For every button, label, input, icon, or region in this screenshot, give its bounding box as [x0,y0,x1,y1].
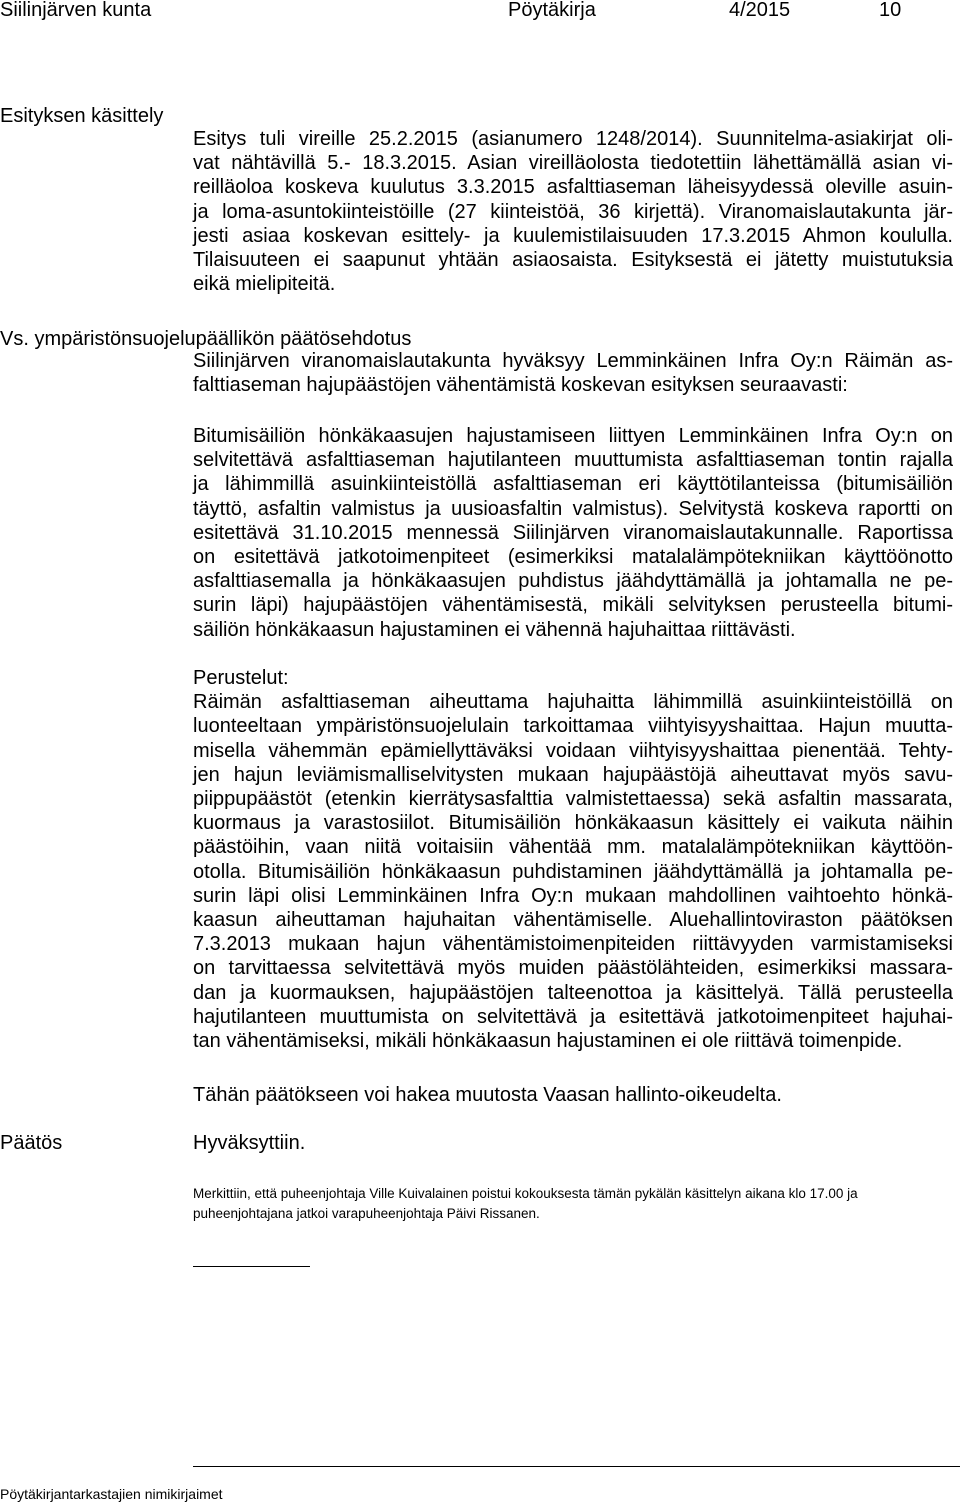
text-line: hajutilanteen muuttumista on selvitettävä ja esitettävä jatkotoimenpiteet hajuhai- [193,1005,953,1028]
text-line: Räimän asfalttiaseman aiheuttama hajuhaitta lähimmillä asuinkiinteistöillä on [193,691,953,714]
text-line: surin läpi) hajupäästöjen vähentämisestä, mikäli selvityksen perusteella bitumi- [193,594,953,617]
footer-divider [193,1466,960,1467]
text-line: jesti asiaa koskevan esittely- ja kuulemistilaisuuden 17.3.2015 Ahmon koululla. [193,224,953,247]
text-line: misella vähemmän epämiellyttäväksi voidaan viihtyisyyshaittaa pienentää. Tehty- [193,739,953,762]
appeal-instruction [193,1083,953,1107]
decision-note [193,1184,958,1224]
proposal-requirement [193,424,953,642]
grounds-label: Perustelut: [193,667,289,689]
organization-name: Siilinjärven kunta [0,0,152,21]
text-line: eikä mielipiteitä. [193,273,336,296]
text-line: 7.3.2013 mukaan hajun vähentämistoimenpiteiden riittävyyden varmistamiseksi [193,933,953,956]
meeting-number: 4/2015 [729,0,791,21]
decision-text [193,1131,953,1155]
text-line: Esitys tuli vireille 25.2.2015 (asianumero 1248/2014). Suunnitelma-asiakirjat oli- [193,128,953,150]
text-line: kuormaus ja varastosiilot. Bitumisäiliön hönkäkaasun käsittely ei vaikuta näihin [193,812,953,835]
text-line: surin läpi olisi Lemminkäinen Infra Oy:n mukaan mahdollinen vaihtoehto hönkä- [193,884,953,907]
text-line: kaasun aiheuttaman hajuhaitan vähentämiselle. Aluehallintoviraston päätöksen [193,909,953,932]
proposal-intro [193,349,953,397]
text-line: ja loma-asuntokiinteistöille (27 kiinteistöä, 36 kirjettä). Viranomaislautakunta jär- [193,200,953,223]
text-line: asfalttiasemalla ja hönkäkaasujen puhdistus jäähdyttämällä ja johtamalla ne pe- [193,570,953,593]
text-line: ja lähimmillä asuinkiinteistöllä asfalttiaseman eri käyttötilanteissa (bitumisäiliön [193,473,953,496]
text-line: säiliön hönkäkaasun hajustaminen ei vähennä hajuhaittaa riittävästi. [193,618,796,641]
text-line: otolla. Bitumisäiliön hönkäkaasun puhdistaminen jäähdyttämällä ja johtamalla pe- [193,860,953,883]
text-line: Siilinjärven viranomaislautakunta hyväksyy Lemminkäinen Infra Oy:n Räimän as- [193,350,953,372]
document-type: Pöytäkirja [508,0,596,21]
text-line: on esitettävä jatkotoimenpiteet (esimerkiksi matalalämpötekniikan käyttöönotto [193,546,953,569]
footer-initials-label: Pöytäkirjantarkastajien nimikirjaimet [0,1486,223,1502]
text-line: tan vähentämiseksi, mikäli hönkäkaasun hajustaminen ei ole riittävä toimenpide. [193,1030,903,1053]
text-line: vat nähtävillä 5.- 18.3.2015. Asian vireilläolosta tiedotettiin lähettämällä asian vi- [193,152,953,175]
text-line: puheenjohtajana jatkoi varapuheenjohtaja Päivi Rissanen. [193,1206,540,1221]
grounds-section [193,666,953,1053]
text-line: esitettävä 31.10.2015 mennessä Siilinjärven viranomaislautakunnalle. Raportissa [193,521,953,544]
signature-line [193,1266,310,1267]
text-line: dan ja kuormauksen, hajupäästöjen talteenottoa ja käsittelyä. Tällä perusteella [193,981,953,1004]
text-line: Tilaisuuteen ei saapunut yhtään asiaosaista. Esityksestä ei jätetty muistutuksia [193,249,953,272]
text-line: Bitumisäiliön hönkäkaasujen hajustamiseen liittyen Lemminkäinen Infra Oy:n on [193,425,953,447]
text-line: reilläoloa koskeva kuulutus 3.3.2015 asfalttiaseman läheisyydessä oleville asuin- [193,176,953,199]
text-line: täyttö, asfaltin valmistus ja uusioasfaltin valmistus). Selvitystä koskeva raportti on [193,497,953,520]
page-number: 10 [879,0,902,21]
text-line: päästöihin, vaan niitä voitaisiin vähentää mm. matalalämpötekniikan käyttöön- [193,836,953,859]
text-line: selvitettävä asfalttiaseman hajutilanteen muuttumista asfalttiaseman tontin rajalla [193,449,953,472]
processing-paragraph [193,127,953,296]
text-line: Hyväksyttiin. [193,1132,306,1154]
processing-label: Esityksen käsittely [0,105,164,127]
text-line: piippupäästöt (etenkin kierrätysasfalttia valmistettaessa) sekä asfaltin massarata, [193,788,953,811]
text-line: luonteeltaan ympäristönsuojelulain tarkoittamaa viihtyisyyshaittaa. Hajun muutta- [193,715,953,738]
text-line: on tarvittaessa selvitettävä myös muiden päästölähteiden, esimerkiksi massara- [193,957,953,980]
decision-label: Päätös [0,1132,63,1154]
proposal-heading: Vs. ympäristönsuojelupäällikön päätösehdotus [0,328,412,350]
text-line: jen hajun leviämismalliselvitysten mukaan hajupäästöjä aiheuttavat myös savu- [193,763,953,786]
text-line: falttiaseman hajupäästöjen vähentämistä koskevan esityksen seuraavasti: [193,374,848,397]
text-line: Merkittiin, että puheenjohtaja Ville Kuivalainen poistui kokouksesta tämän pykälän käsittelyn aikana klo 17.00 ja [193,1186,858,1201]
text-line: Tähän päätökseen voi hakea muutosta Vaasan hallinto-oikeudelta. [193,1084,782,1106]
